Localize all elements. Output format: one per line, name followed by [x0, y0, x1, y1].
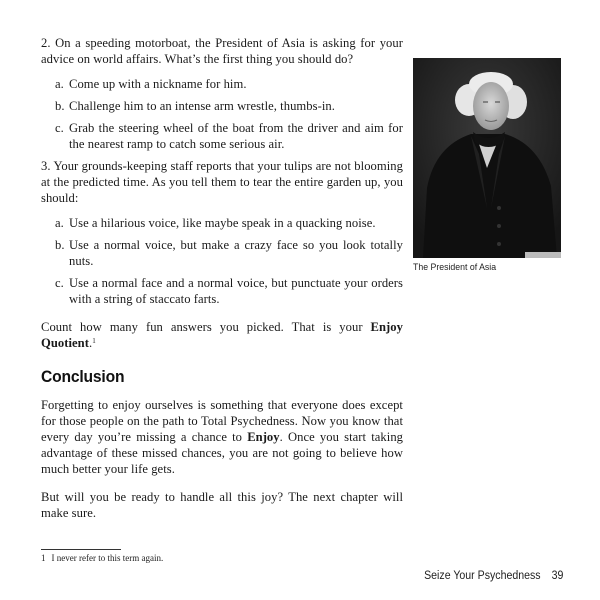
section-heading: Conclusion [41, 367, 125, 386]
portrait-photo [413, 58, 561, 258]
footnote-number: 1 [41, 553, 46, 563]
main-text-column [41, 35, 403, 530]
question-2-option-c: c. Grab the steering wheel of the boat from the driver and aim for the nearest ramp to catch some serious air. [55, 121, 403, 151]
question-3-option-c: c. Use a normal face and a normal voice, but punctuate your orders with a string of staccato farts. [55, 276, 403, 306]
question-2-options [41, 76, 403, 152]
final-paragraph: But will you be ready to handle all this joy? The next chapter will make sure. [41, 490, 403, 520]
conclusion-paragraph: Forgetting to enjoy ourselves is something that everyone does except for those people on the path to Total Psychedness. Now you know that every day you’re missing a chance to Enjoy. Once you start taking advantage of these missed chances, you are not going to believe how much better your life gets. [41, 398, 404, 476]
question-2-option-a: a. Come up with a nickname for him. [55, 77, 247, 91]
running-title: Seize Your Psychedness [423, 570, 541, 582]
footnote-text: I never refer to this term again. [51, 553, 164, 563]
running-footer [424, 570, 563, 582]
photo-caption: The President of Asia [413, 262, 497, 273]
question-2-option-b: b. Challenge him to an intense arm wrestle, thumbs-in. [55, 99, 335, 113]
enjoy-term: Enjoy [247, 430, 280, 444]
question-3-options [41, 215, 403, 307]
question-3-option-b: b. Use a normal voice, but make a crazy face so you look totally nuts. [55, 238, 403, 268]
count-paragraph: Count how many fun answers you picked. That is your Enjoy Quotient.$^1$ [41, 320, 403, 350]
question-2-text: 2. On a speeding motorboat, the President of Asia is asking for your advice on world affairs. What’s the first thing you should do? [41, 36, 403, 66]
page-number: 39 [551, 570, 563, 582]
portrait-illustration [413, 58, 561, 258]
question-3-option-a: a. Use a hilarious voice, like maybe speak in a quacking noise. [55, 216, 376, 230]
footnote-reference[interactable]: 1 [92, 337, 96, 345]
footnote-divider [41, 549, 121, 550]
enjoy-quotient-term: Enjoy Quotient [41, 320, 403, 350]
footnote [41, 553, 163, 563]
question-3-text: 3. Your grounds-keeping staff reports that your tulips are not blooming at the predicted time. As you tell them to tear the entire garden up, you should: [41, 159, 403, 205]
